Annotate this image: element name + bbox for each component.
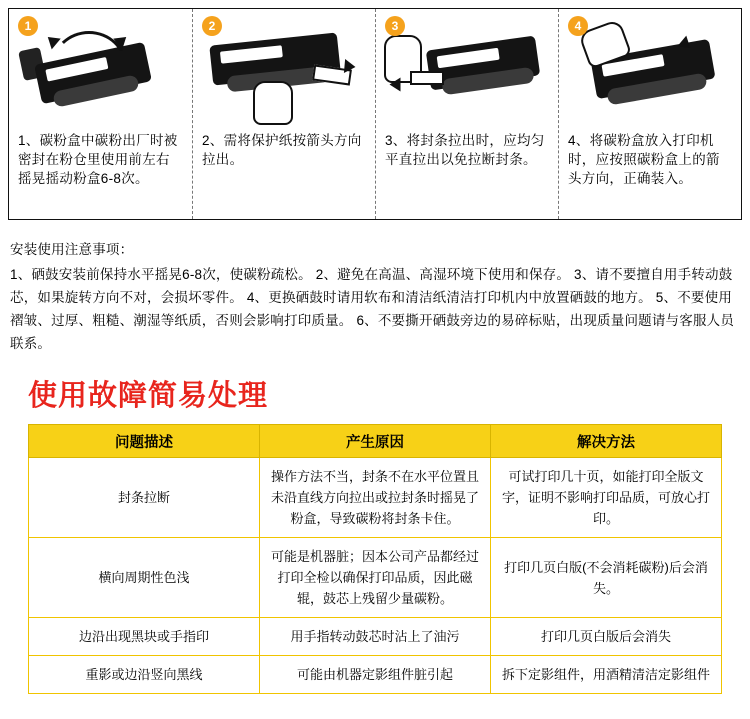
- cell-solution: 打印几页白版后会消失: [491, 618, 722, 656]
- usage-notes: [10, 238, 740, 355]
- step-4-text: 4、将碳粉盒放入打印机时，应按照碳粉盒上的箭头方向，正确装入。: [568, 133, 720, 186]
- table-row: [29, 656, 722, 694]
- cell-cause: 操作方法不当，封条不在水平位置且未沿直线方向拉出或拉封条时摇晃了粉盒，导致碳粉将封条卡住。: [260, 458, 491, 538]
- cell-problem: 边沿出现黑块或手指印: [29, 618, 260, 656]
- step-1-text: 1、碳粉盒中碳粉出厂时被密封在粉仓里使用前左右摇晃摇动粉盒6-8次。: [18, 133, 178, 186]
- step-number-badge: 2: [202, 16, 222, 36]
- pull-arrow-icon: [344, 59, 356, 74]
- seal-strip-shape: [410, 71, 444, 85]
- cell-solution: 拆下定影组件，用酒精清洁定影组件: [491, 656, 722, 694]
- table-header-problem: 问题描述: [29, 425, 260, 458]
- troubleshooting-table: [28, 424, 722, 694]
- step-3: [375, 9, 558, 219]
- table-row: [29, 618, 722, 656]
- cell-cause: 可能由机器定影组件脏引起: [260, 656, 491, 694]
- hand-shape: [253, 81, 293, 125]
- usage-notes-body: 1、硒鼓安装前保持水平摇晃6-8次，使碳粉疏松。 2、避免在高温、高湿环境下使用和保存。 3、请不要擅自用手转动鼓芯，如果旋转方向不对，会损坏零件。 4、更换硒鼓时请用软布和清洁纸清洁打印机内中放置硒鼓的地方。 5、不要使用褶皱、过厚、粗糙、潮湿等纸质，否则会影响打印质量。 6、不要撕开硒鼓旁边的易碎标贴，出现质量问题请与客服人员联系。: [10, 267, 735, 351]
- step-number-badge: 4: [568, 16, 588, 36]
- step-4: [558, 9, 741, 219]
- step-3-text: 3、将封条拉出时，应均匀平直拉出以免拉断封条。: [385, 133, 545, 167]
- table-row: [29, 458, 722, 538]
- cell-solution: 可试打印几十页，如能打印全版文字，证明不影响打印品质，可放心打印。: [491, 458, 722, 538]
- usage-notes-title: 安装使用注意事项：: [10, 242, 134, 257]
- step-2-text: 2、需将保护纸按箭头方向拉出。: [202, 133, 362, 167]
- step-number-badge: 1: [18, 16, 38, 36]
- installation-steps-panel: [8, 8, 742, 220]
- pull-arrow-icon: [390, 78, 401, 92]
- step-number-badge: 3: [385, 16, 405, 36]
- table-header-cause: 产生原因: [260, 425, 491, 458]
- cell-solution: 打印几页白版(不会消耗碳粉)后会消失。: [491, 538, 722, 618]
- step-1: [9, 9, 192, 219]
- cell-problem: 封条拉断: [29, 458, 260, 538]
- section-title: 使用故障简易处理: [28, 380, 269, 412]
- cell-cause: 用手指转动鼓芯时沾上了油污: [260, 618, 491, 656]
- cell-problem: 横向周期性色浅: [29, 538, 260, 618]
- step-2: [192, 9, 375, 219]
- cell-problem: 重影或边沿竖向黑线: [29, 656, 260, 694]
- cell-cause: 可能是机器脏；因本公司产品都经过打印全检以确保打印品质，因此磁辊，鼓芯上残留少量碳粉。: [260, 538, 491, 618]
- table-row: [29, 538, 722, 618]
- table-header-solution: 解决方法: [491, 425, 722, 458]
- table-header-row: [29, 425, 722, 458]
